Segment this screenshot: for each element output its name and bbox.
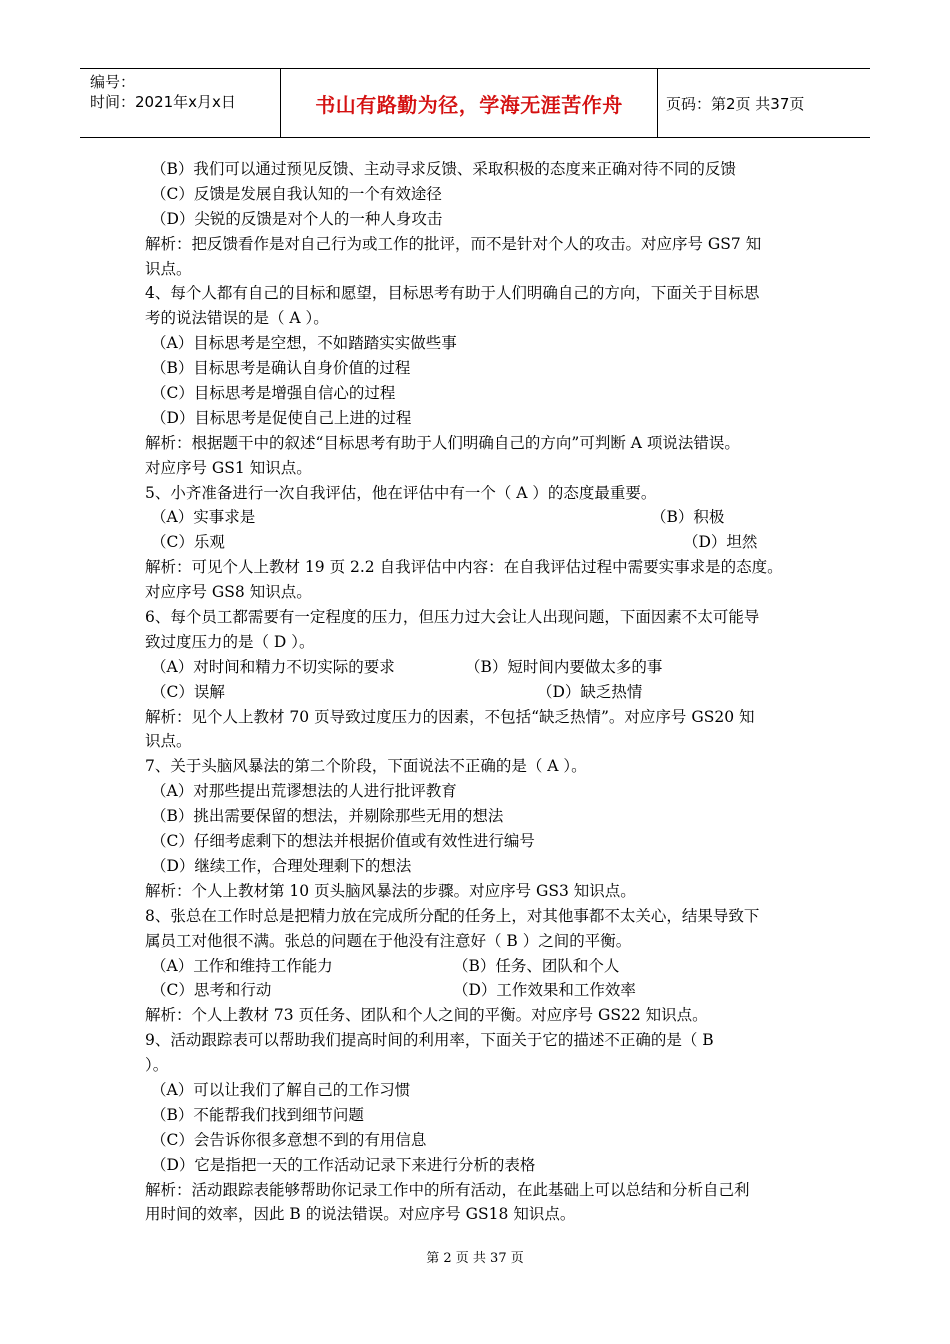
option-line: （C）目标思考是增强自信心的过程	[151, 384, 396, 403]
option-line: （A）对那些提出荒谬想法的人进行批评教育	[151, 782, 457, 801]
option-c: （C）思考和行动	[151, 981, 272, 1000]
question-line: 致过度压力的是（ D ）。	[145, 632, 315, 651]
option-line: （D）它是指把一天的工作活动记录下来进行分析的表格	[151, 1155, 536, 1174]
option-d: （D）缺乏热情	[537, 682, 643, 701]
analysis-line: 解析：个人上教材第 10 页头脑风暴法的步骤。对应序号 GS3 知识点。	[145, 881, 636, 900]
page-footer: 第 2 页 共 37 页	[426, 1251, 524, 1266]
option-pair	[145, 530, 825, 555]
option-line: （D）尖锐的反馈是对个人的一种人身攻击	[151, 209, 443, 228]
option-b: （B）短时间内要做太多的事	[465, 657, 663, 676]
header-page-cell	[658, 69, 870, 137]
option-b: （B）任务、团队和个人	[453, 956, 620, 975]
header-page-info: 页码：第2页 共37页	[666, 95, 805, 113]
header-motto-cell	[281, 69, 658, 137]
analysis-line: 识点。	[145, 732, 192, 751]
header-meta-cell	[80, 69, 281, 137]
option-pair	[145, 954, 825, 979]
question-line: 8、张总在工作时总是把精力放在完成所分配的任务上，对其他事都不太关心，结果导致下	[145, 906, 760, 925]
analysis-line: 解析：把反馈看作是对自己行为或工作的批评，而不是针对个人的攻击。对应序号 GS7 知	[145, 234, 762, 253]
header-motto: 书山有路勤为径，学海无涯苦作舟	[315, 93, 623, 117]
analysis-line: 用时间的效率，因此 B 的说法错误。对应序号 GS18 知识点。	[145, 1205, 576, 1224]
option-b: （B）积极	[651, 508, 725, 527]
option-line: （A）可以让我们了解自己的工作习惯	[151, 1080, 411, 1099]
question-line: 9、活动跟踪表可以帮助我们提高时间的利用率，下面关于它的描述不正确的是（ B	[145, 1031, 714, 1050]
document-body	[145, 157, 825, 1227]
question-line: 7、关于头脑风暴法的第二个阶段，下面说法不正确的是（ A ）。	[145, 757, 587, 776]
question-line: 5、小齐准备进行一次自我评估，他在评估中有一个（ A ）的态度最重要。	[145, 483, 657, 502]
analysis-line: 对应序号 GS1 知识点。	[145, 458, 312, 477]
question-line: ）。	[145, 1056, 169, 1075]
option-d: （D）坦然	[683, 533, 758, 552]
analysis-line: 识点。	[145, 259, 192, 278]
option-line: （B）挑出需要保留的想法，并剔除那些无用的想法	[151, 807, 504, 826]
option-c: （C）误解	[151, 682, 225, 701]
question-line: 6、每个员工都需要有一定程度的压力，但压力过大会让人出现问题，下面因素不太可能导	[145, 608, 760, 627]
option-line: （B）不能帮我们找到细节问题	[151, 1105, 364, 1124]
option-line: （C）反馈是发展自我认知的一个有效途径	[151, 184, 442, 203]
option-a: （A）对时间和精力不切实际的要求	[151, 657, 395, 676]
page-header	[80, 68, 870, 138]
analysis-line: 解析：个人上教材 73 页任务、团队和个人之间的平衡。对应序号 GS22 知识点。	[145, 1006, 708, 1025]
option-a: （A）工作和维持工作能力	[151, 956, 333, 975]
analysis-line: 解析：根据题干中的叙述“目标思考有助于人们明确自己的方向”可判断 A 项说法错误。	[145, 433, 740, 452]
option-pair	[145, 978, 825, 1003]
analysis-line: 解析：见个人上教材 70 页导致过度压力的因素，不包括“缺乏热情”。对应序号 GS20 知	[145, 707, 755, 726]
option-line: （B）我们可以通过预见反馈、主动寻求反馈、采取积极的态度来正确对待不同的反馈	[151, 160, 736, 178]
analysis-line: 解析：活动跟踪表能够帮助你记录工作中的所有活动，在此基础上可以总结和分析自己利	[145, 1180, 750, 1199]
option-line: （D）目标思考是促使自己上进的过程	[151, 408, 412, 427]
option-line: （C）会告诉你很多意想不到的有用信息	[151, 1130, 427, 1149]
option-d: （D）工作效果和工作效率	[453, 981, 636, 1000]
option-line: （A）目标思考是空想，不如踏踏实实做些事	[151, 334, 457, 353]
question-line: 考的说法错误的是（ A ）。	[145, 309, 329, 328]
option-pair	[145, 655, 825, 680]
option-line: （D）继续工作，合理处理剩下的想法	[151, 856, 412, 875]
option-pair	[145, 505, 825, 530]
question-line: 属员工对他很不满。张总的问题在于他没有注意好（ B ）之间的平衡。	[145, 931, 632, 950]
option-c: （C）乐观	[151, 533, 225, 552]
analysis-line: 对应序号 GS8 知识点。	[145, 583, 312, 602]
document-time-label: 时间：2021年x月x日	[90, 93, 236, 111]
question-line: 4、每个人都有自己的目标和愿望，目标思考有助于人们明确自己的方向，下面关于目标思	[145, 284, 760, 303]
option-a: （A）实事求是	[151, 508, 256, 527]
document-number-label: 编号：	[90, 73, 136, 91]
analysis-line: 解析：可见个人上教材 19 页 2.2 自我评估中内容：在自我评估过程中需要实事求是的态度。	[145, 558, 783, 577]
option-line: （C）仔细考虑剩下的想法并根据价值或有效性进行编号	[151, 832, 535, 851]
option-pair	[145, 680, 825, 705]
option-line: （B）目标思考是确认自身价值的过程	[151, 359, 411, 378]
